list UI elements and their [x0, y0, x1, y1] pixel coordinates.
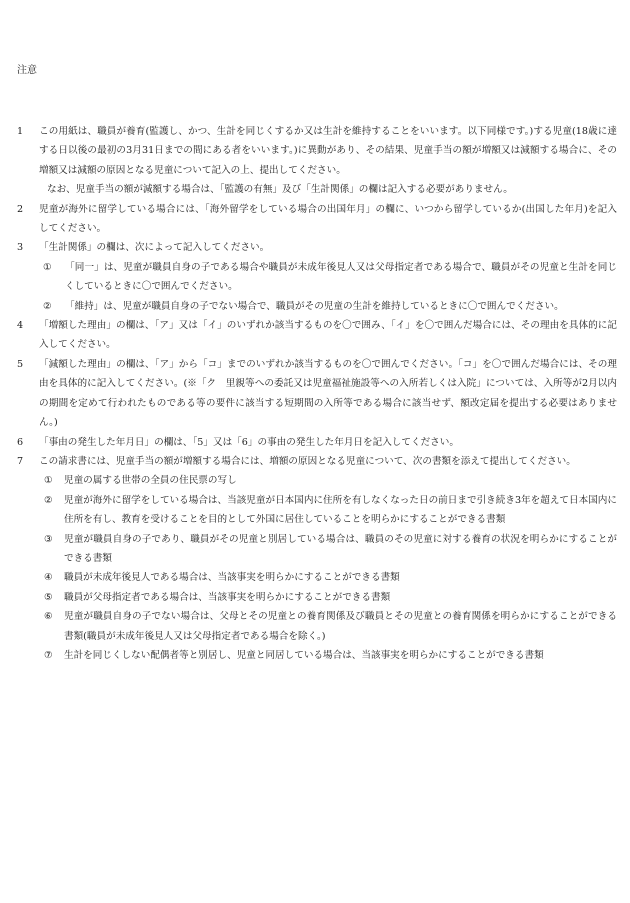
note-7-sub-6 — [17, 607, 617, 646]
note-item-1-continuation — [17, 180, 617, 199]
sub-mark: ⑦ — [44, 649, 53, 661]
sub-mark: ① — [44, 475, 53, 487]
notes-body — [17, 122, 617, 665]
sub-text: 職員が未成年後見人である場合は、当該事実を明らかにすることができる書類 — [64, 572, 400, 584]
sub-text: 児童の属する世帯の全員の住民票の写し — [64, 475, 237, 487]
note-7-sub-2 — [17, 491, 617, 530]
note-7-sub-7 — [17, 646, 617, 665]
note-number: 6 — [17, 436, 24, 448]
note-item-1 — [17, 122, 617, 180]
note-number: 1 — [17, 126, 24, 137]
note-7-sub-1 — [17, 471, 617, 490]
note-3-sub-2 — [17, 297, 617, 316]
sub-text: 「維持」は、児童が職員自身の子でない場合で、職員がその児童の生計を維持しているときに〇で囲んでください。 — [65, 300, 564, 312]
note-3-sub-1 — [17, 258, 617, 297]
note-item-4 — [17, 316, 617, 355]
note-number: 4 — [17, 320, 24, 332]
sub-mark: ④ — [44, 572, 53, 584]
sub-text: 職員が父母指定者である場合は、当該事実を明らかにすることができる書類 — [64, 591, 391, 603]
notes-heading: 注意 — [17, 65, 37, 76]
sub-text: 「同一」は、児童が職員自身の子である場合や職員が未成年後見人又は父母指定者である場合で、職員がその児童と生計を同じくしているときに〇で囲んでください。 — [65, 261, 617, 293]
sub-mark: ③ — [44, 533, 53, 545]
note-item-5 — [17, 355, 617, 433]
note-7-sub-5 — [17, 588, 617, 607]
note-item-6 — [17, 433, 617, 452]
note-text: この用紙は、職員が養育(監護し、かつ、生計を同じくするか又は生計を維持することをいいます。以下同様です。)する児童(18歳に達する日以後の最初の3月31日までの間にある者をいいます。)に異動があり、その結果、児童手当の額が増額又は減額する場合に、その増額又は減額の原因となる児童について記入の上、提出してください。 — [39, 126, 617, 176]
note-7-sub-3 — [17, 530, 617, 569]
note-item-7 — [17, 452, 617, 471]
sub-mark: ② — [44, 494, 53, 506]
note-text: 児童が海外に留学している場合には、「海外留学をしている場合の出国年月」の欄に、いつから留学しているか(出国した年月)を記入してください。 — [39, 203, 617, 235]
note-7-sub-4 — [17, 568, 617, 587]
sub-mark: ② — [43, 300, 52, 312]
note-text: 「減額した理由」の欄は、「ア」から「コ」までのいずれか該当するものを〇で囲んでください。「コ」を〇で囲んだ場合には、その理由を具体的に記入してください。(※「ク 里親等への委託又は児童福祉施設等への入所若しくは入院」については、入所等が2月以内の期間を定めて行われたものである等の要件に該当する短期間の入所等である場合に該当せず、額改定届を提出する必要はありません。) — [39, 358, 617, 429]
note-text: なお、児童手当の額が減額する場合は、「監護の有無」及び「生計関係」の欄は記入する必要がありません。 — [47, 184, 513, 196]
note-number: 3 — [17, 242, 24, 254]
note-item-2 — [17, 200, 617, 239]
sub-mark: ⑥ — [44, 611, 53, 623]
note-number: 2 — [17, 203, 24, 215]
note-item-3 — [17, 238, 617, 257]
sub-text: 生計を同じくしない配偶者等と別居し、児童と同居している場合は、当該事実を明らかにすることができる書類 — [64, 649, 544, 661]
sub-text: 児童が職員自身の子であり、職員がその児童と別居している場合は、職員のその児童に対する養育の状況を明らかにすることができる書類 — [64, 533, 617, 564]
sub-mark: ⑤ — [44, 591, 53, 603]
note-number: 7 — [17, 455, 24, 467]
note-text: 「事由の発生した年月日」の欄は、「5」又は「6」の事由の発生した年月日を記入してください。 — [39, 436, 459, 448]
sub-text: 児童が職員自身の子でない場合は、父母とその児童との養育関係及び職員とその児童との養育関係を明らかにすることができる書類(職員が未成年後見人又は父母指定者である場合を除く。) — [64, 611, 617, 642]
note-number: 5 — [17, 358, 24, 370]
note-text: 「増額した理由」の欄は、「ア」又は「イ」のいずれか該当するものを〇で囲み、「イ」を〇で囲んだ場合には、その理由を具体的に記入してください。 — [39, 320, 617, 351]
sub-mark: ① — [43, 261, 52, 273]
note-text: 「生計関係」の欄は、次によって記入してください。 — [39, 242, 270, 254]
sub-text: 児童が海外に留学をしている場合は、当該児童が日本国内に住所を有しなくなった日の前日まで引き続き3年を超えて日本国内に住所を有し、教育を受けることを目的として外国に居住していることを明らかにすることができる書類 — [64, 494, 617, 526]
note-text: この請求書には、児童手当の額が増額する場合には、増額の原因となる児童について、次の書類を添えて提出してください。 — [39, 455, 576, 467]
